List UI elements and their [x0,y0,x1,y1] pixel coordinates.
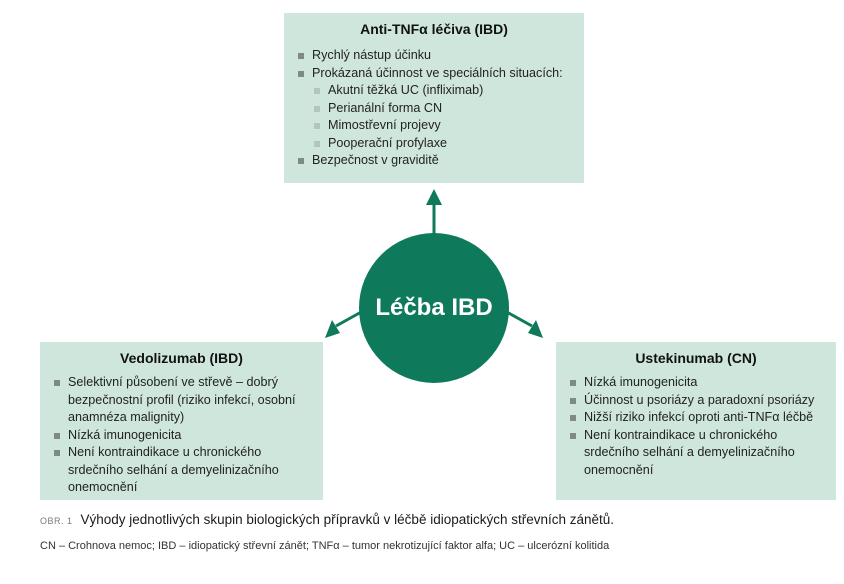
list-item: Rychlý nástup účinku [294,47,574,65]
vedolizumab-title: Vedolizumab (IBD) [120,350,243,366]
arrow-left-head [325,320,340,338]
list-item: Není kontraindikace u chronického srdečního selhání a demyelinizačního onemocnění [50,444,313,497]
sub-list-item: Pooperační profylaxe [294,135,574,153]
ustekinumab-title: Ustekinumab (CN) [635,350,757,366]
ustekinumab-list [566,374,826,479]
sub-list-item: Perianální forma CN [294,100,574,118]
sub-list-item: Mimostřevní projevy [294,117,574,135]
sub-list-item: Akutní těžká UC (infliximab) [294,82,574,100]
list-item: Nízká imunogenicita [566,374,826,392]
caption-text: Výhody jednotlivých skupin biologických přípravků v léčbě idiopatických střevních zánětů. [80,512,615,527]
list-item: Není kontraindikace u chronického srdečního selhání a demyelinizačního onemocnění [566,427,826,480]
vedolizumab-box [40,342,323,500]
list-item: Nízká imunogenicita [50,427,313,445]
list-item: Selektivní působení ve střevě – dobrý bezpečnostní profil (riziko infekcí, osobní anamnéza malignity) [50,374,313,427]
arrow-right-head [528,320,543,338]
anti-tnf-box [284,13,584,183]
list-item: Bezpečnost v graviditě [294,152,574,170]
list-item: Nižší riziko infekcí oproti anti-TNFα léčbě [566,409,826,427]
anti-tnf-title: Anti-TNFα léčiva (IBD) [360,21,508,37]
figure-caption [40,512,614,527]
list-item: Prokázaná účinnost ve speciálních situacích: [294,65,574,83]
anti-tnf-list [294,47,574,170]
arrow-up-head [426,189,442,205]
ustekinumab-box [556,342,836,500]
list-item: Účinnost u psoriázy a paradoxní psoriázy [566,392,826,410]
abbreviations-footnote: CN – Crohnova nemoc; IBD – idiopatický střevní zánět; TNFα – tumor nekrotizující faktor alfa; UC – ulcerózní kolitida [40,540,610,552]
vedolizumab-list [50,374,313,497]
center-label: Léčba IBD [375,294,493,321]
caption-label: OBR. 1 [40,516,73,526]
center-circle [359,233,509,383]
